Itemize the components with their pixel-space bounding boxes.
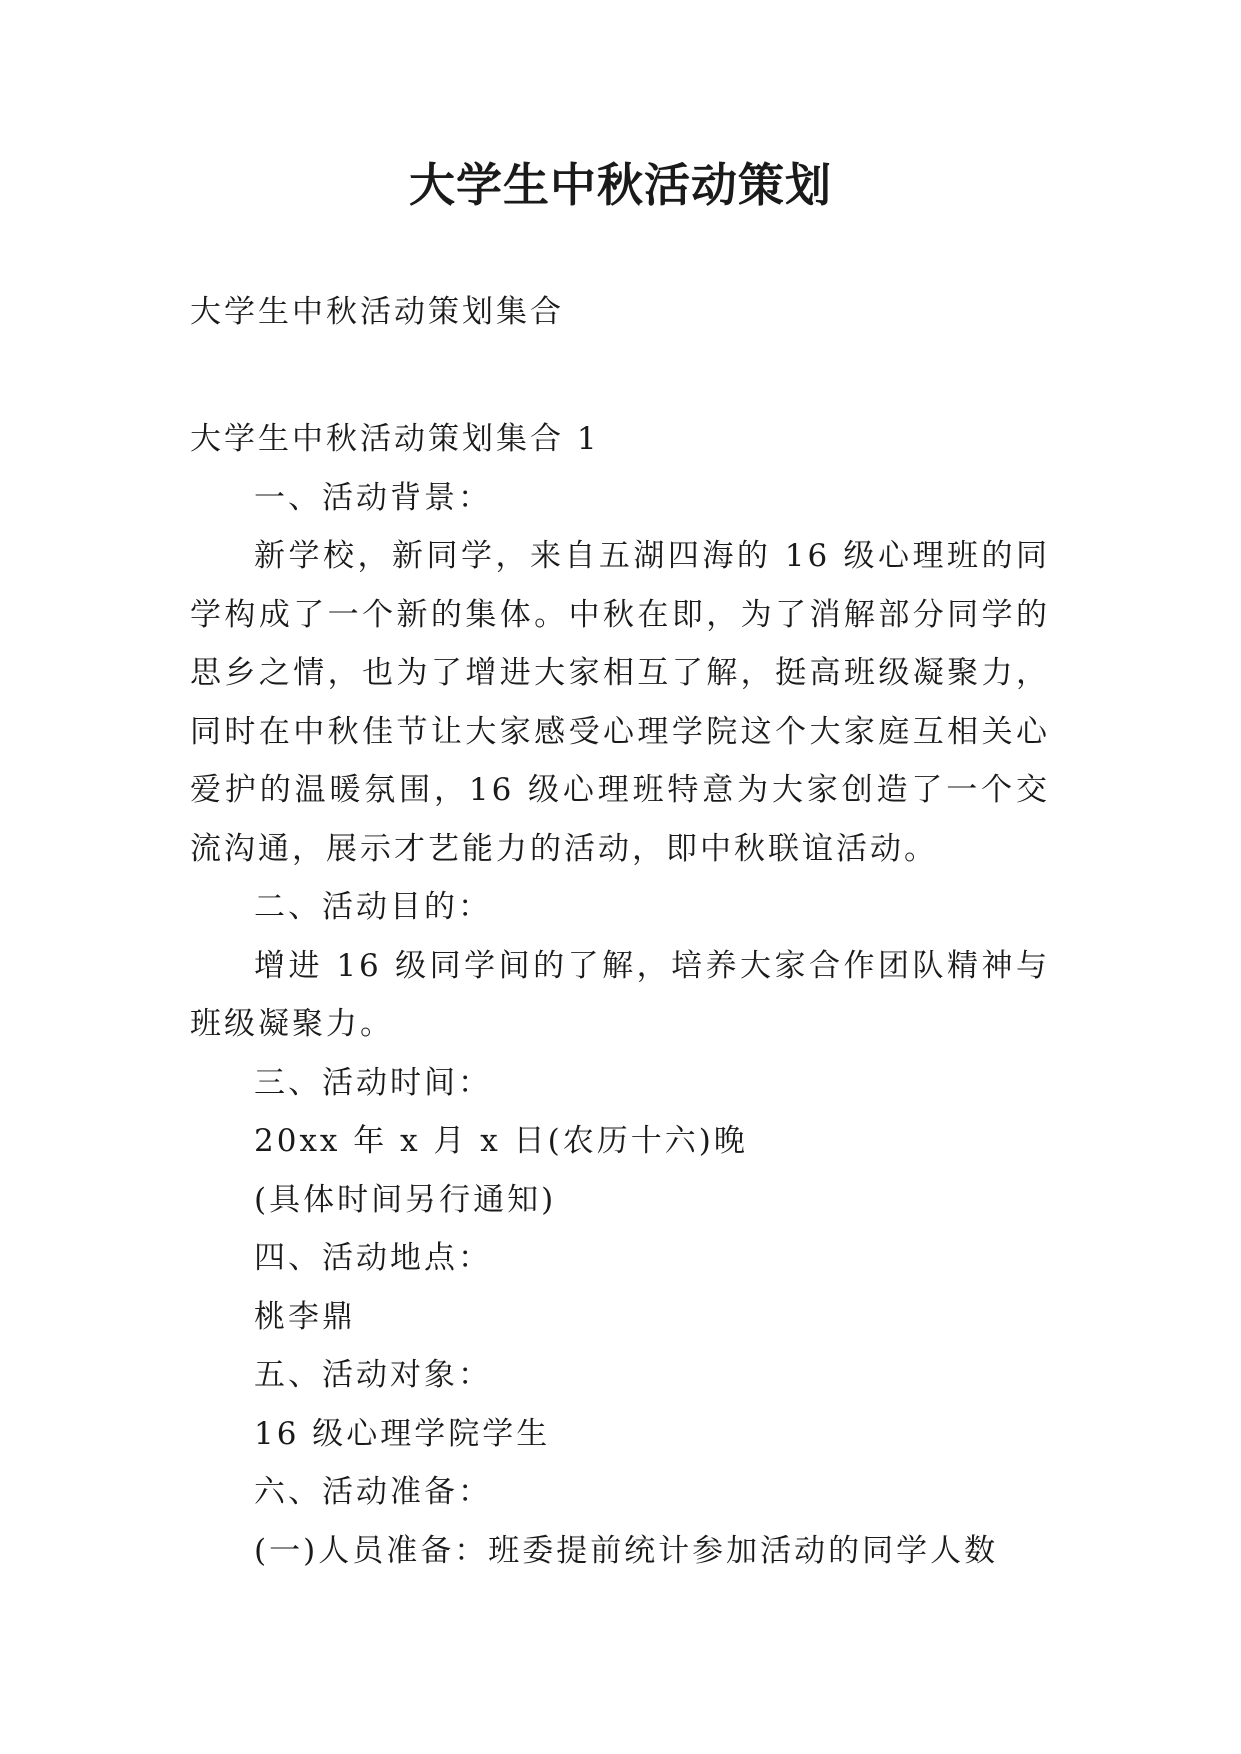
paragraph: 16 级心理学院学生 (254, 1415, 551, 1452)
section-heading: 六、活动准备： (254, 1474, 492, 1510)
section-heading: 一、活动背景： (254, 479, 492, 516)
section-heading: 四、活动地点： (254, 1240, 492, 1276)
paragraph: (一)人员准备：班委提前统计参加活动的同学人数 (254, 1532, 999, 1569)
paragraph: 新学校，新同学，来自五湖四海的 16 级心理班的同学构成了一个新的集体。中秋在即，为了消解部分同学的思乡之情，也为了增进大家相互了解，挺高班级凝聚力，同时在中秋佳节让大家感受心理学院这个大家庭互相关心爱护的温暖氛围，16 级心理班特意为大家创造了一个交流沟通，展示才艺能力的活动，即中秋联谊活动。 (190, 538, 1050, 867)
section-heading: 五、活动对象： (254, 1357, 492, 1393)
document-subtitle: 大学生中秋活动策划集合 (190, 294, 564, 330)
paragraph: 增进 16 级同学间的了解，培养大家合作团队精神与班级凝聚力。 (190, 947, 1050, 1042)
section-heading: 三、活动时间： (254, 1064, 492, 1101)
paragraph: (具体时间另行通知) (254, 1181, 557, 1218)
paragraph: 20xx 年 x 月 x 日(农历十六)晚 (254, 1123, 748, 1159)
document-title: 大学生中秋活动策划 (409, 158, 832, 212)
section-heading: 二、活动目的： (254, 889, 492, 925)
paragraph: 桃李鼎 (254, 1298, 356, 1335)
document-body (190, 410, 1050, 1580)
section-heading: 大学生中秋活动策划集合 1 (190, 421, 600, 457)
